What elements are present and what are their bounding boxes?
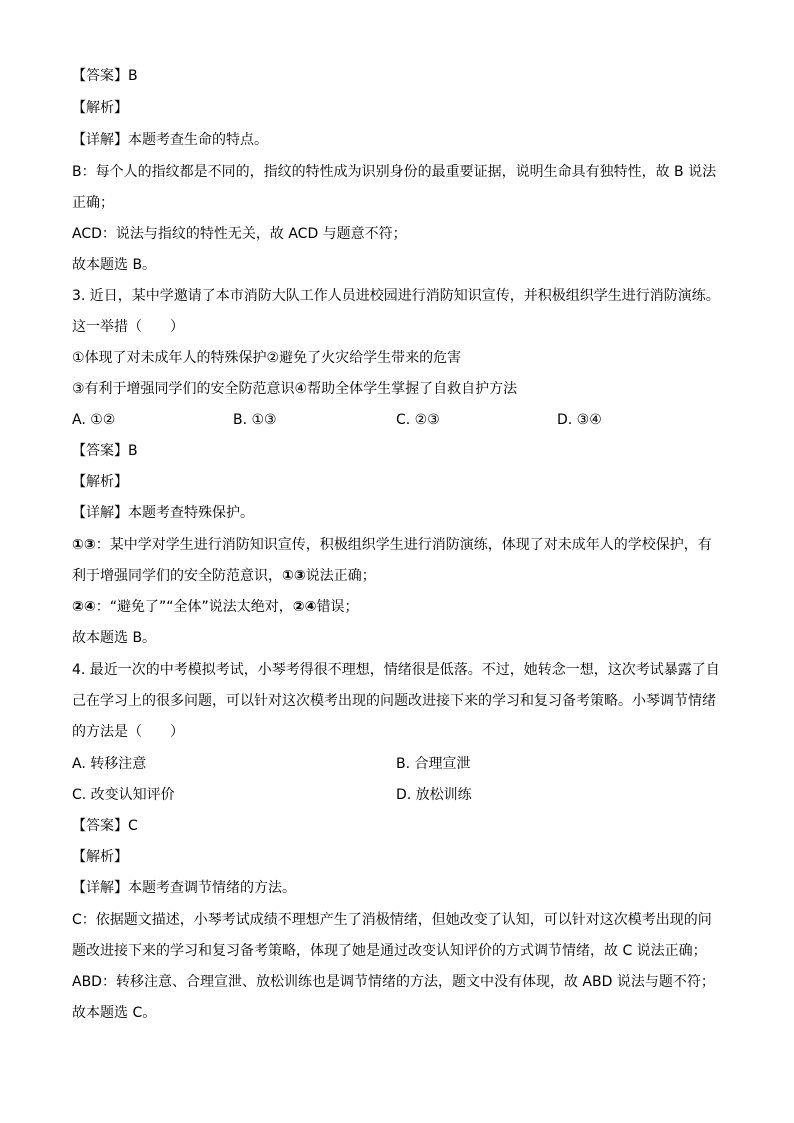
q3-explanation-13-cont-a: 利于增强同学们的安全防范意识， (72, 568, 282, 584)
q4-explanation-c-line1: C：依据题文描述，小琴考试成绩不理想产生了消极情绪，但她改变了认知，可以针对这次模考出现的问 (72, 912, 712, 928)
q3-option-b: B. ①③ (233, 412, 277, 428)
q4-option-a: A. 转移注意 (72, 756, 147, 772)
q2-explanation-acd: ACD：说法与指纹的特性无关，故 ACD 与题意不符； (72, 226, 407, 242)
q2-analysis-heading: 【解析】 (72, 100, 128, 116)
q2-explanation-b-line2: 正确； (72, 195, 114, 211)
q3-explanation-24 (72, 598, 358, 616)
q4-option-c: C. 改变认知评价 (72, 787, 175, 803)
q3-explanation-13-line2 (72, 567, 376, 585)
q4-option-b: B. 合理宣泄 (396, 756, 471, 772)
q2-explanation-b-line1: B：每个人的指纹都是不同的，指纹的特性成为识别身份的最重要证据，说明生命具有独特性，故 B 说法 (72, 164, 717, 180)
q3-analysis-heading: 【解析】 (72, 474, 128, 490)
q3-conclusion: 故本题选 B。 (72, 630, 157, 646)
q3-mark-24-inline: ②④ (292, 599, 317, 615)
q3-explanation-13-cont-b: 说法正确； (305, 568, 376, 584)
q2-answer: 【答案】B (72, 68, 138, 84)
q4-detail: 【详解】本题考查调节情绪的方法。 (72, 880, 296, 896)
q3-explanation-24-text-b: 错误； (316, 599, 359, 615)
q4-analysis-heading: 【解析】 (72, 849, 128, 865)
q4-conclusion: 故本题选 C。 (72, 1005, 157, 1021)
q2-conclusion: 故本题选 B。 (72, 257, 157, 273)
q4-stem-line1: 4. 最近一次的中考模拟考试，小琴考得很不理想，情绪很是低落。不过，她转念一想，这次考试暴露了自 (72, 662, 720, 678)
q3-detail: 【详解】本题考查特殊保护。 (72, 505, 254, 521)
q3-option-d: D. ③④ (557, 412, 602, 428)
q3-statements-1-2: ①体现了对未成年人的特殊保护②避免了火灾给学生带来的危害 (72, 350, 462, 366)
q3-stem-line1: 3. 近日，某中学邀请了本市消防大队工作人员进校园进行消防知识宣传，并积极组织学生进行消防演练。 (72, 288, 720, 304)
q4-stem-line3: 的方法是（ ） (72, 724, 184, 740)
q2-detail: 【详解】本题考查生命的特点。 (72, 132, 268, 148)
q4-stem-line2: 己在学习上的很多问题，可以针对这次模考出现的问题改进接下来的学习和复习备考策略。小琴调节情绪 (72, 693, 716, 709)
q3-explanation-13-line1 (72, 536, 712, 554)
q3-option-a: A. ①② (72, 412, 116, 428)
q3-answer: 【答案】B (72, 443, 138, 459)
q3-explanation-13-text: ：某中学对学生进行消防知识宣传，积极组织学生进行消防演练，体现了对未成年人的学校保护，有 (95, 537, 712, 553)
q3-mark-13-inline: ①③ (282, 568, 306, 584)
q3-statements-3-4: ③有利于增强同学们的安全防范意识④帮助全体学生掌握了自救自护方法 (72, 381, 518, 397)
q4-option-d: D. 放松训练 (396, 787, 472, 803)
q3-explanation-24-text-a: ：“避免了”“全体”说法太绝对， (95, 599, 293, 615)
q4-answer: 【答案】C (72, 818, 138, 834)
q3-mark-13: ①③ (72, 537, 96, 553)
q3-stem-line2: 这一举措（ ） (72, 319, 184, 335)
q4-explanation-c-line2: 题改进接下来的学习和复习备考策略，体现了她是通过改变认知评价的方式调节情绪，故 C 说法正确； (72, 943, 707, 959)
q4-explanation-abd: ABD：转移注意、合理宣泄、放松训练也是调节情绪的方法，题文中没有体现，故 ABD 说法与题不符； (72, 974, 715, 990)
q3-option-c: C. ②③ (396, 412, 440, 428)
q3-mark-24: ②④ (72, 599, 96, 615)
